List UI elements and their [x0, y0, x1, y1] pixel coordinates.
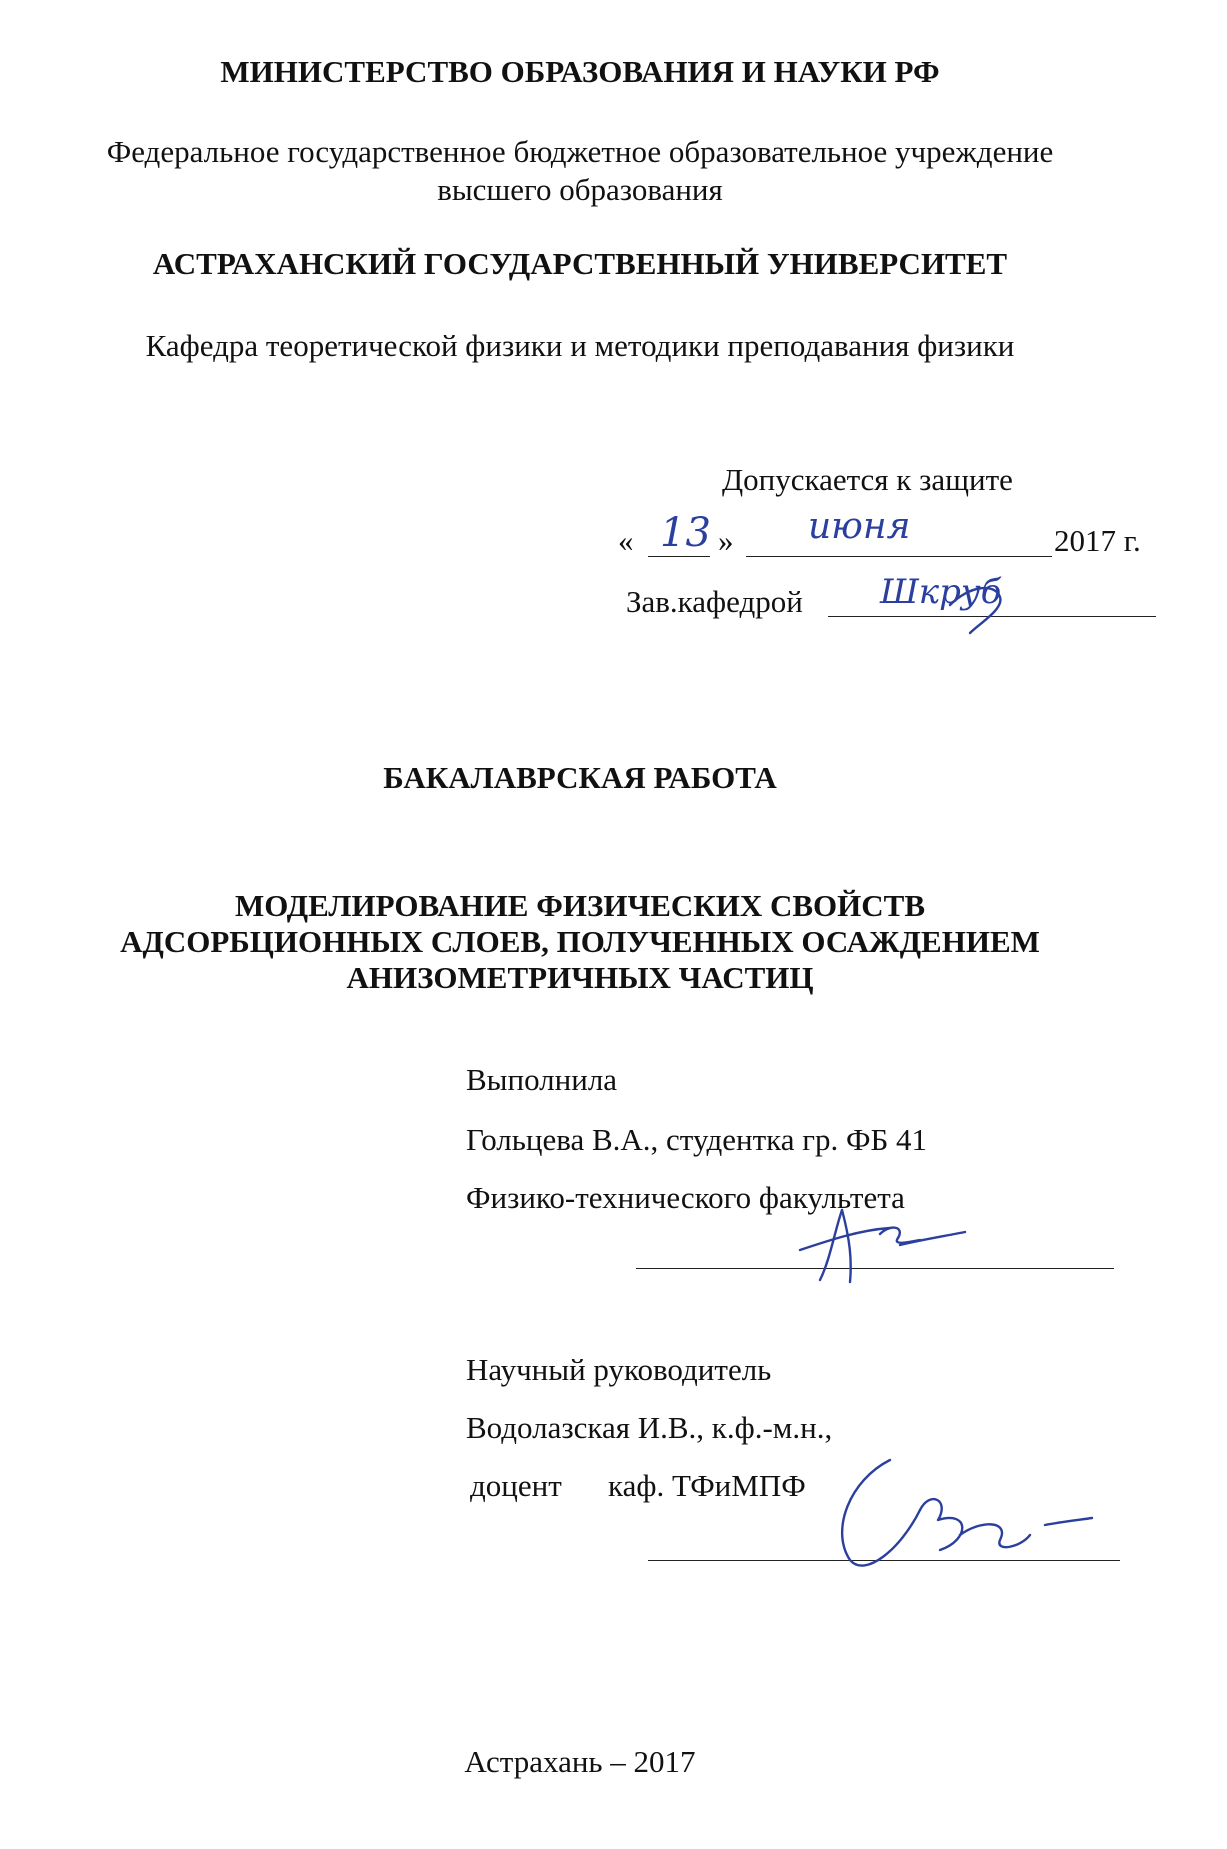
institution-line-1: Федеральное государственное бюджетное образовательное учреждение: [106, 134, 1054, 169]
work-type: БАКАЛАВРСКАЯ РАБОТА: [383, 760, 777, 795]
day-underline: [648, 556, 710, 557]
university-name: АСТРАХАНСКИЙ ГОСУДАРСТВЕННЫЙ УНИВЕРСИТЕТ: [152, 246, 1008, 281]
supervisor-chair: каф. ТФиМПФ: [608, 1468, 806, 1503]
supervisor-name: Водолазская И.В., к.ф.-м.н.,: [466, 1410, 833, 1445]
admitted-to-defense: Допускается к защите: [722, 462, 1013, 497]
title-line-3: АНИЗОМЕТРИЧНЫХ ЧАСТИЦ: [346, 960, 814, 995]
month-handwritten: июня: [808, 506, 911, 547]
supervisor-signature: [820, 1440, 1100, 1580]
institution-line-2: высшего образования: [437, 172, 723, 207]
date-year: 2017 г.: [1054, 523, 1141, 558]
month-underline: [746, 556, 1052, 557]
supervisor-position: доцент: [470, 1468, 562, 1503]
supervisor-label: Научный руководитель: [466, 1352, 772, 1387]
head-signature: Шкруб: [880, 572, 1002, 612]
head-of-department-label: Зав.кафедрой: [626, 584, 803, 619]
date-quote-open: «: [618, 523, 634, 558]
author-label: Выполнила: [466, 1062, 618, 1097]
title-line-2: АДСОРБЦИОННЫХ СЛОЕВ, ПОЛУЧЕННЫХ ОСАЖДЕНИЕМ: [120, 924, 1040, 959]
title-line-1: МОДЕЛИРОВАНИЕ ФИЗИЧЕСКИХ СВОЙСТВ: [234, 888, 926, 923]
author-faculty: Физико-технического факультета: [466, 1180, 905, 1215]
department-name: Кафедра теоретической физики и методики преподавания физики: [145, 328, 1015, 363]
date-quote-close: »: [718, 523, 734, 558]
author-signature: [780, 1200, 970, 1290]
day-handwritten: 13: [660, 510, 711, 556]
ministry-heading: МИНИСТЕРСТВО ОБРАЗОВАНИЯ И НАУКИ РФ: [220, 54, 940, 89]
head-signature-flourish: [940, 575, 1020, 635]
author-name: Гольцева В.А., студентка гр. ФБ 41: [466, 1122, 928, 1157]
city-year: Астрахань – 2017: [464, 1744, 696, 1779]
